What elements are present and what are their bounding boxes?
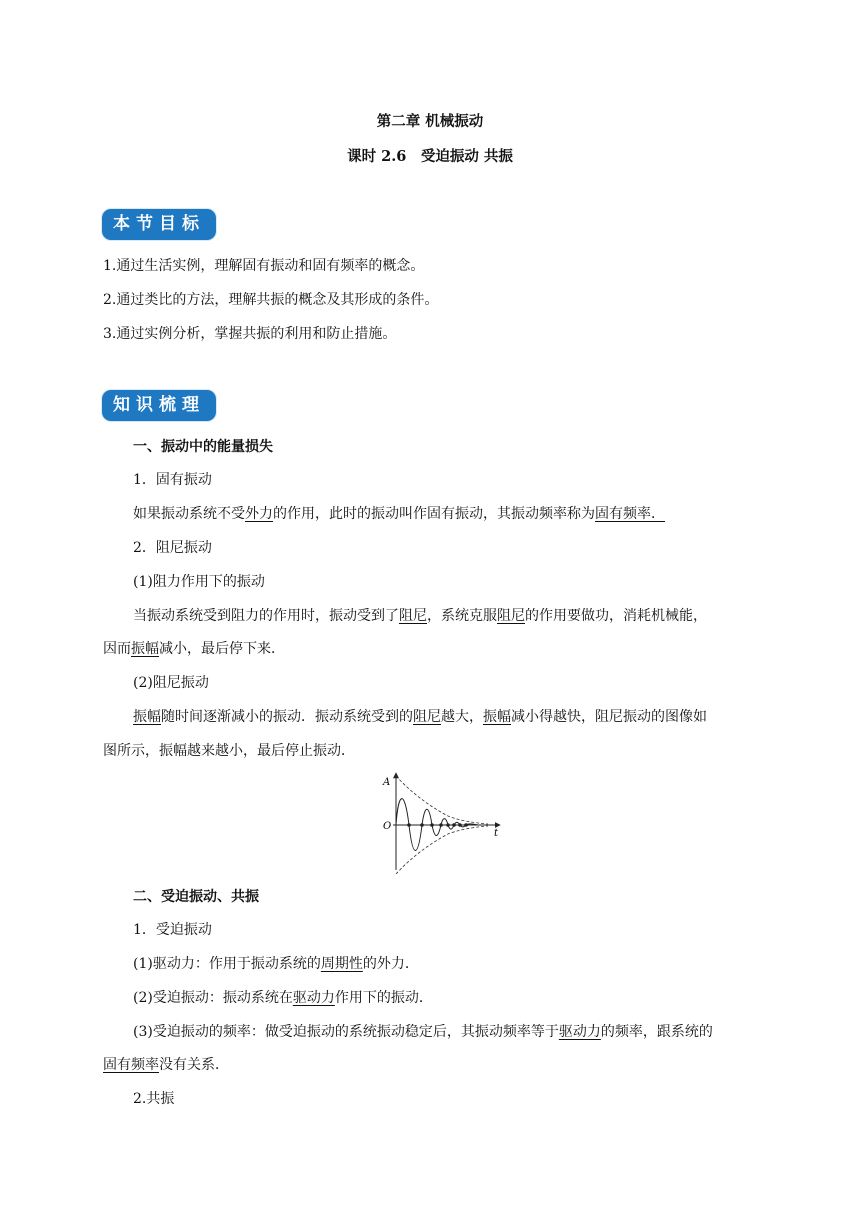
text-run: 因而: [103, 641, 131, 657]
underlined-answer: 振幅: [483, 709, 511, 725]
damping-text-line-1: [133, 606, 707, 626]
underlined-answer: 阻尼: [497, 608, 525, 624]
text-run: 的作用，此时的振动叫作固有振动，其振动频率称为: [273, 506, 595, 522]
natural-vibration-title: 1．固有振动: [133, 472, 212, 488]
text-run: 越大，: [441, 709, 483, 725]
text-run: 没有关系．: [159, 1057, 229, 1073]
curve-point: [458, 823, 462, 827]
text-run: 如果振动系统不受: [133, 506, 245, 522]
chapter-title: 第二章 机械振动: [376, 113, 484, 130]
knowledge-badge: 知识梳理: [102, 390, 216, 421]
goals-badge: 本节目标: [102, 209, 216, 240]
x-axis-label: t: [494, 828, 499, 839]
curve-point: [420, 823, 424, 827]
origin-label: O: [383, 821, 392, 832]
forced-vibration-line: [133, 988, 433, 1008]
underlined-answer: 阻尼: [399, 608, 427, 624]
underlined-answer: 振幅: [133, 709, 161, 725]
text-run: 减小得越快，阻尼振动的图像如: [511, 709, 707, 725]
section-1-heading: 一、振动中的能量损失: [133, 439, 273, 455]
damped-vibration-figure: [378, 770, 506, 874]
section-2-heading: 二、受迫振动、共振: [133, 889, 259, 905]
underlined-answer: 周期性: [320, 956, 363, 972]
underlined-answer: 外力: [245, 506, 273, 522]
underlined-answer: 驱动力: [558, 1024, 601, 1040]
forced-frequency-line-1: [133, 1022, 713, 1042]
underlined-answer: 驱动力: [292, 990, 335, 1006]
damped-sub-1: (1)阻力作用下的振动: [133, 574, 265, 590]
underlined-answer: 固有频率: [103, 1057, 159, 1073]
lesson-title: 课时 2.6 受迫振动 共振: [347, 148, 513, 165]
damped-text-line-4: 图所示，振幅越来越小，最后停止振动．: [103, 743, 355, 759]
curve-point: [439, 823, 443, 827]
text-run: ，系统克服: [427, 608, 497, 624]
curve-point: [446, 823, 450, 827]
damped-vibration-title: 2．阻尼振动: [133, 540, 212, 556]
text-run: (2)受迫振动：振动系统在: [133, 990, 293, 1006]
resonance-title: 2.共振: [133, 1091, 175, 1107]
natural-vibration-text: [133, 504, 665, 524]
text-run: (3)受迫振动的频率：做受迫振动的系统振动稳定后，其振动频率等于: [133, 1024, 559, 1040]
text-run: 的作用要做功，消耗机械能，: [525, 608, 707, 624]
curve-point: [452, 823, 456, 827]
text-run: 的外力．: [362, 956, 419, 972]
curve-point: [464, 823, 468, 827]
forced-frequency-line-2: [103, 1055, 229, 1075]
damping-text-line-2: [103, 639, 285, 659]
curve-point: [407, 823, 411, 827]
text-run: 的频率，跟系统的: [600, 1024, 713, 1040]
y-axis-label: A: [383, 777, 391, 788]
goal-item-2: 2.通过类比的方法，理解共振的概念及其形成的条件。: [103, 292, 439, 308]
damped-sub-2: (2)阻尼振动: [133, 675, 209, 691]
underlined-answer: 振幅: [131, 641, 159, 657]
goal-item-3: 3.通过实例分析，掌握共振的利用和防止措施。: [103, 326, 397, 342]
text-run: 当振动系统受到阻力的作用时，振动受到了: [133, 608, 399, 624]
upper-envelope: [396, 776, 488, 824]
underlined-answer: 固有频率．: [595, 506, 665, 522]
text-run: 随时间逐渐减小的振动．振动系统受到的: [161, 709, 413, 725]
curve-point: [430, 823, 434, 827]
text-run: (1)驱动力：作用于振动系统的: [133, 956, 321, 972]
damped-text-line-3: [133, 707, 707, 727]
driving-force-line: [133, 954, 419, 974]
text-run: 作用下的振动．: [334, 990, 433, 1006]
goal-item-1: 1.通过生活实例，理解固有振动和固有频率的概念。: [103, 258, 425, 274]
forced-vibration-title: 1．受迫振动: [133, 922, 212, 938]
underlined-answer: 阻尼: [413, 709, 441, 725]
text-run: 减小，最后停下来．: [159, 641, 285, 657]
